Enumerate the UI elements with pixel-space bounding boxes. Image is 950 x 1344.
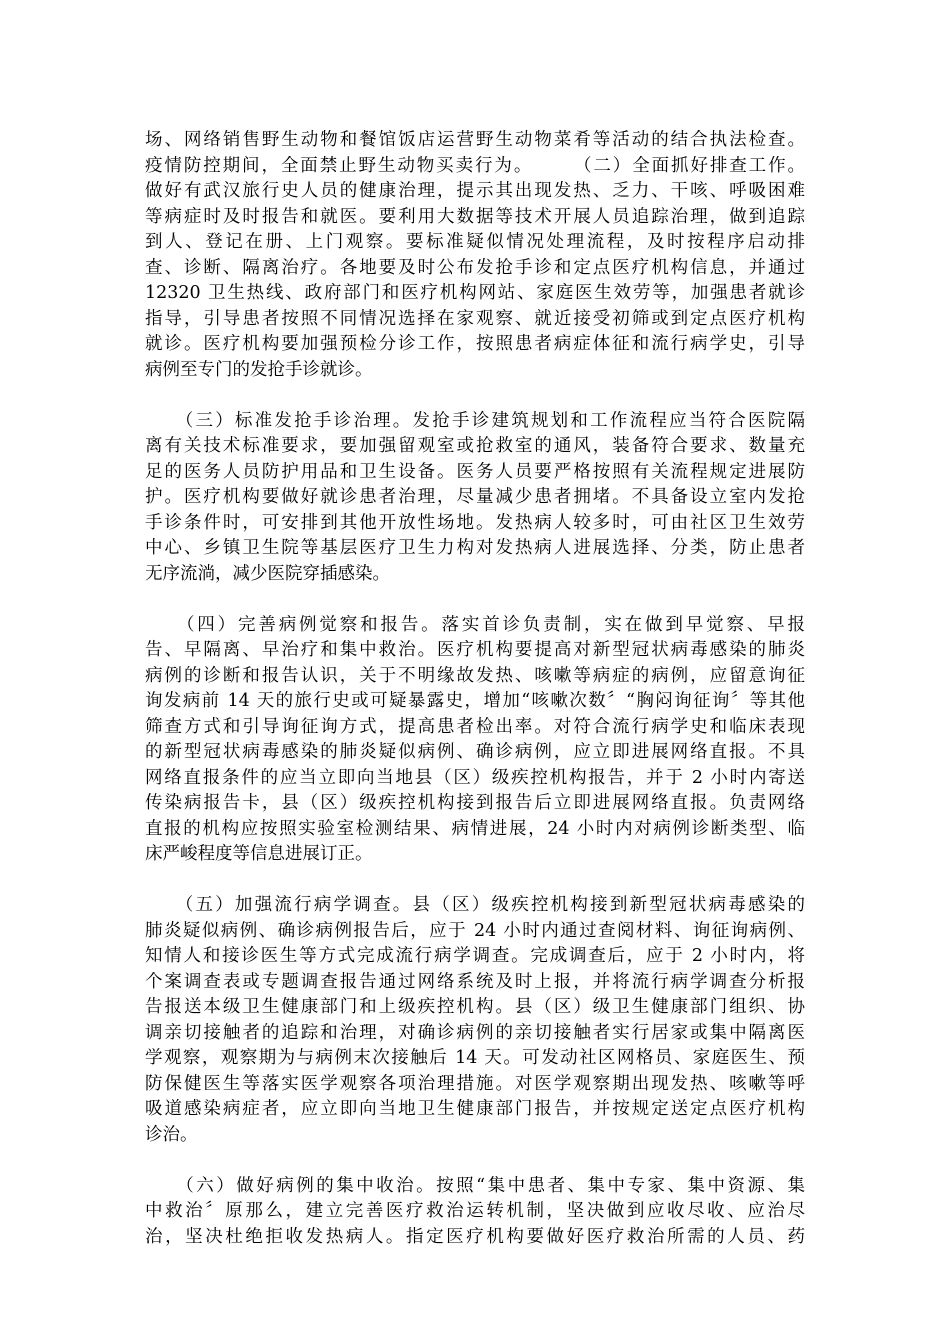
- text-line: 到人、登记在册、上门观察。要标准疑似情况处理流程，及时按程序启动排: [145, 232, 805, 252]
- text-line: 诊治。: [145, 1124, 198, 1145]
- text-line: 知情人和接诊医生等方式完成流行病学调查。完成调查后，应于 2 小时内，将: [145, 946, 805, 966]
- text-line: 的新型冠状病毒感染的肺炎疑似病例、确诊病例，应立即进展网络直报。不具: [145, 742, 805, 762]
- paragraph: [145, 1174, 805, 1251]
- text-line: 场、网络销售野生动物和餐馆饭店运营野生动物菜肴等活动的结合执法检查。: [145, 130, 805, 150]
- paragraph: [145, 893, 805, 1148]
- text-line: （四）完善病例觉察和报告。落实首诊负责制，实在做到早觉察、早报: [145, 614, 805, 635]
- text-line: （三）标准发抢手诊治理。发抢手诊建筑规划和工作流程应当符合医院隔: [145, 410, 805, 431]
- text-line: 无序流淌，减少医院穿插感染。: [145, 563, 390, 584]
- text-line: 离有关技术标准要求，要加强留观室或抢救室的通风，装备符合要求、数量充: [145, 436, 805, 456]
- text-line: 足的医务人员防护用品和卫生设备。医务人员要严格按照有关流程规定进展防: [145, 461, 805, 482]
- text-line: 告、早隔离、早治疗和集中救治。医疗机构要提高对新型冠状病毒感染的肺炎: [145, 640, 805, 660]
- text-line: 治，坚决杜绝拒收发热病人。指定医疗机构要做好医疗救治所需的人员、药: [145, 1226, 805, 1247]
- text-line: 中心、乡镇卫生院等基层医疗卫生力构对发热病人进展选择、分类，防止患者: [145, 538, 805, 558]
- text-line: 网络直报条件的应当立即向当地县（区）级疾控机构报告，并于 2 小时内寄送: [145, 767, 805, 788]
- text-line: （五）加强流行病学调查。县（区）级疾控机构接到新型冠状病毒感染的: [145, 895, 805, 915]
- paragraph: [145, 409, 805, 588]
- text-line: 病例至专门的发抢手诊就诊。: [145, 359, 373, 380]
- text-line: 筛查方式和引导询征询方式，提高患者检出率。对符合流行病学史和临床表现: [145, 716, 805, 737]
- text-line: 手诊条件时，可安排到其他开放性场地。发热病人较多时，可由社区卫生效劳: [145, 512, 805, 533]
- text-line: 查、诊断、隔离治疗。各地要及时公布发抢手诊和定点医疗机构信息，并通过: [145, 257, 805, 278]
- text-line: 防保健医生等落实医学观察各项治理措施。对医学观察期出现发热、咳嗽等呼: [145, 1073, 805, 1094]
- paragraph: [145, 613, 805, 868]
- text-line: 直报的机构应按照实验室检测结果、病情进展，24 小时内对病例诊断类型、临: [145, 818, 805, 839]
- text-line: 病例的诊断和报告认识，关于不明缘故发热、咳嗽等病症的病例，应留意询征: [145, 665, 805, 686]
- text-line: 中救治〞原那么，建立完善医疗救治运转机制，坚决做到应收尽收、应治尽: [145, 1201, 805, 1221]
- text-line: 疫情防控期间，全面禁止野生动物买卖行为。 （二）全面抓好排查工作。: [145, 155, 805, 176]
- paragraph: [145, 128, 805, 383]
- text-line: 调亲切接触者的追踪和治理，对确诊病例的亲切接触者实行居家或集中隔离医: [145, 1022, 805, 1043]
- text-line: 等病症时及时报告和就医。要利用大数据等技术开展人员追踪治理，做到追踪: [145, 206, 805, 227]
- text-line: （六）做好病例的集中收治。按照“集中患者、集中专家、集中资源、集: [145, 1175, 805, 1196]
- text-line: 护。医疗机构要做好就诊患者治理，尽量减少患者拥堵。不具备设立室内发抢: [145, 487, 805, 507]
- text-line: 就诊。医疗机构要加强预检分诊工作，按照患者病症体征和流行病学史，引导: [145, 334, 805, 354]
- text-line: 吸道感染病症者，应立即向当地卫生健康部门报告，并按规定送定点医疗机构: [145, 1099, 805, 1119]
- text-line: 询发病前 14 天的旅行史或可疑暴露史，增加“咳嗽次数〞“胸闷询征询〞等其他: [145, 691, 805, 711]
- text-line: 床严峻程度等信息进展订正。: [145, 844, 373, 864]
- text-line: 传染病报告卡，县（区）级疾控机构接到报告后立即进展网络直报。负责网络: [145, 793, 805, 813]
- document-body: [145, 128, 805, 1250]
- text-line: 12320 卫生热线、政府部门和医疗机构网站、家庭医生效劳等，加强患者就诊: [145, 283, 805, 303]
- text-line: 做好有武汉旅行史人员的健康治理，提示其出现发热、乏力、干咳、呼吸困难: [145, 181, 805, 201]
- text-line: 个案调查表或专题调查报告通过网络系统及时上报，并将流行病学调查分析报: [145, 971, 805, 992]
- text-line: 指导，引导患者按照不同情况选择在家观察、就近接受初筛或到定点医疗机构: [145, 308, 805, 329]
- text-line: 肺炎疑似病例、确诊病例报告后，应于 24 小时内通过查阅材料、询征询病例、: [145, 920, 805, 941]
- text-line: 学观察，观察期为与病例末次接触后 14 天。可发动社区网格员、家庭医生、预: [145, 1048, 805, 1068]
- text-line: 告报送本级卫生健康部门和上级疾控机构。县（区）级卫生健康部门组织、协: [145, 997, 805, 1017]
